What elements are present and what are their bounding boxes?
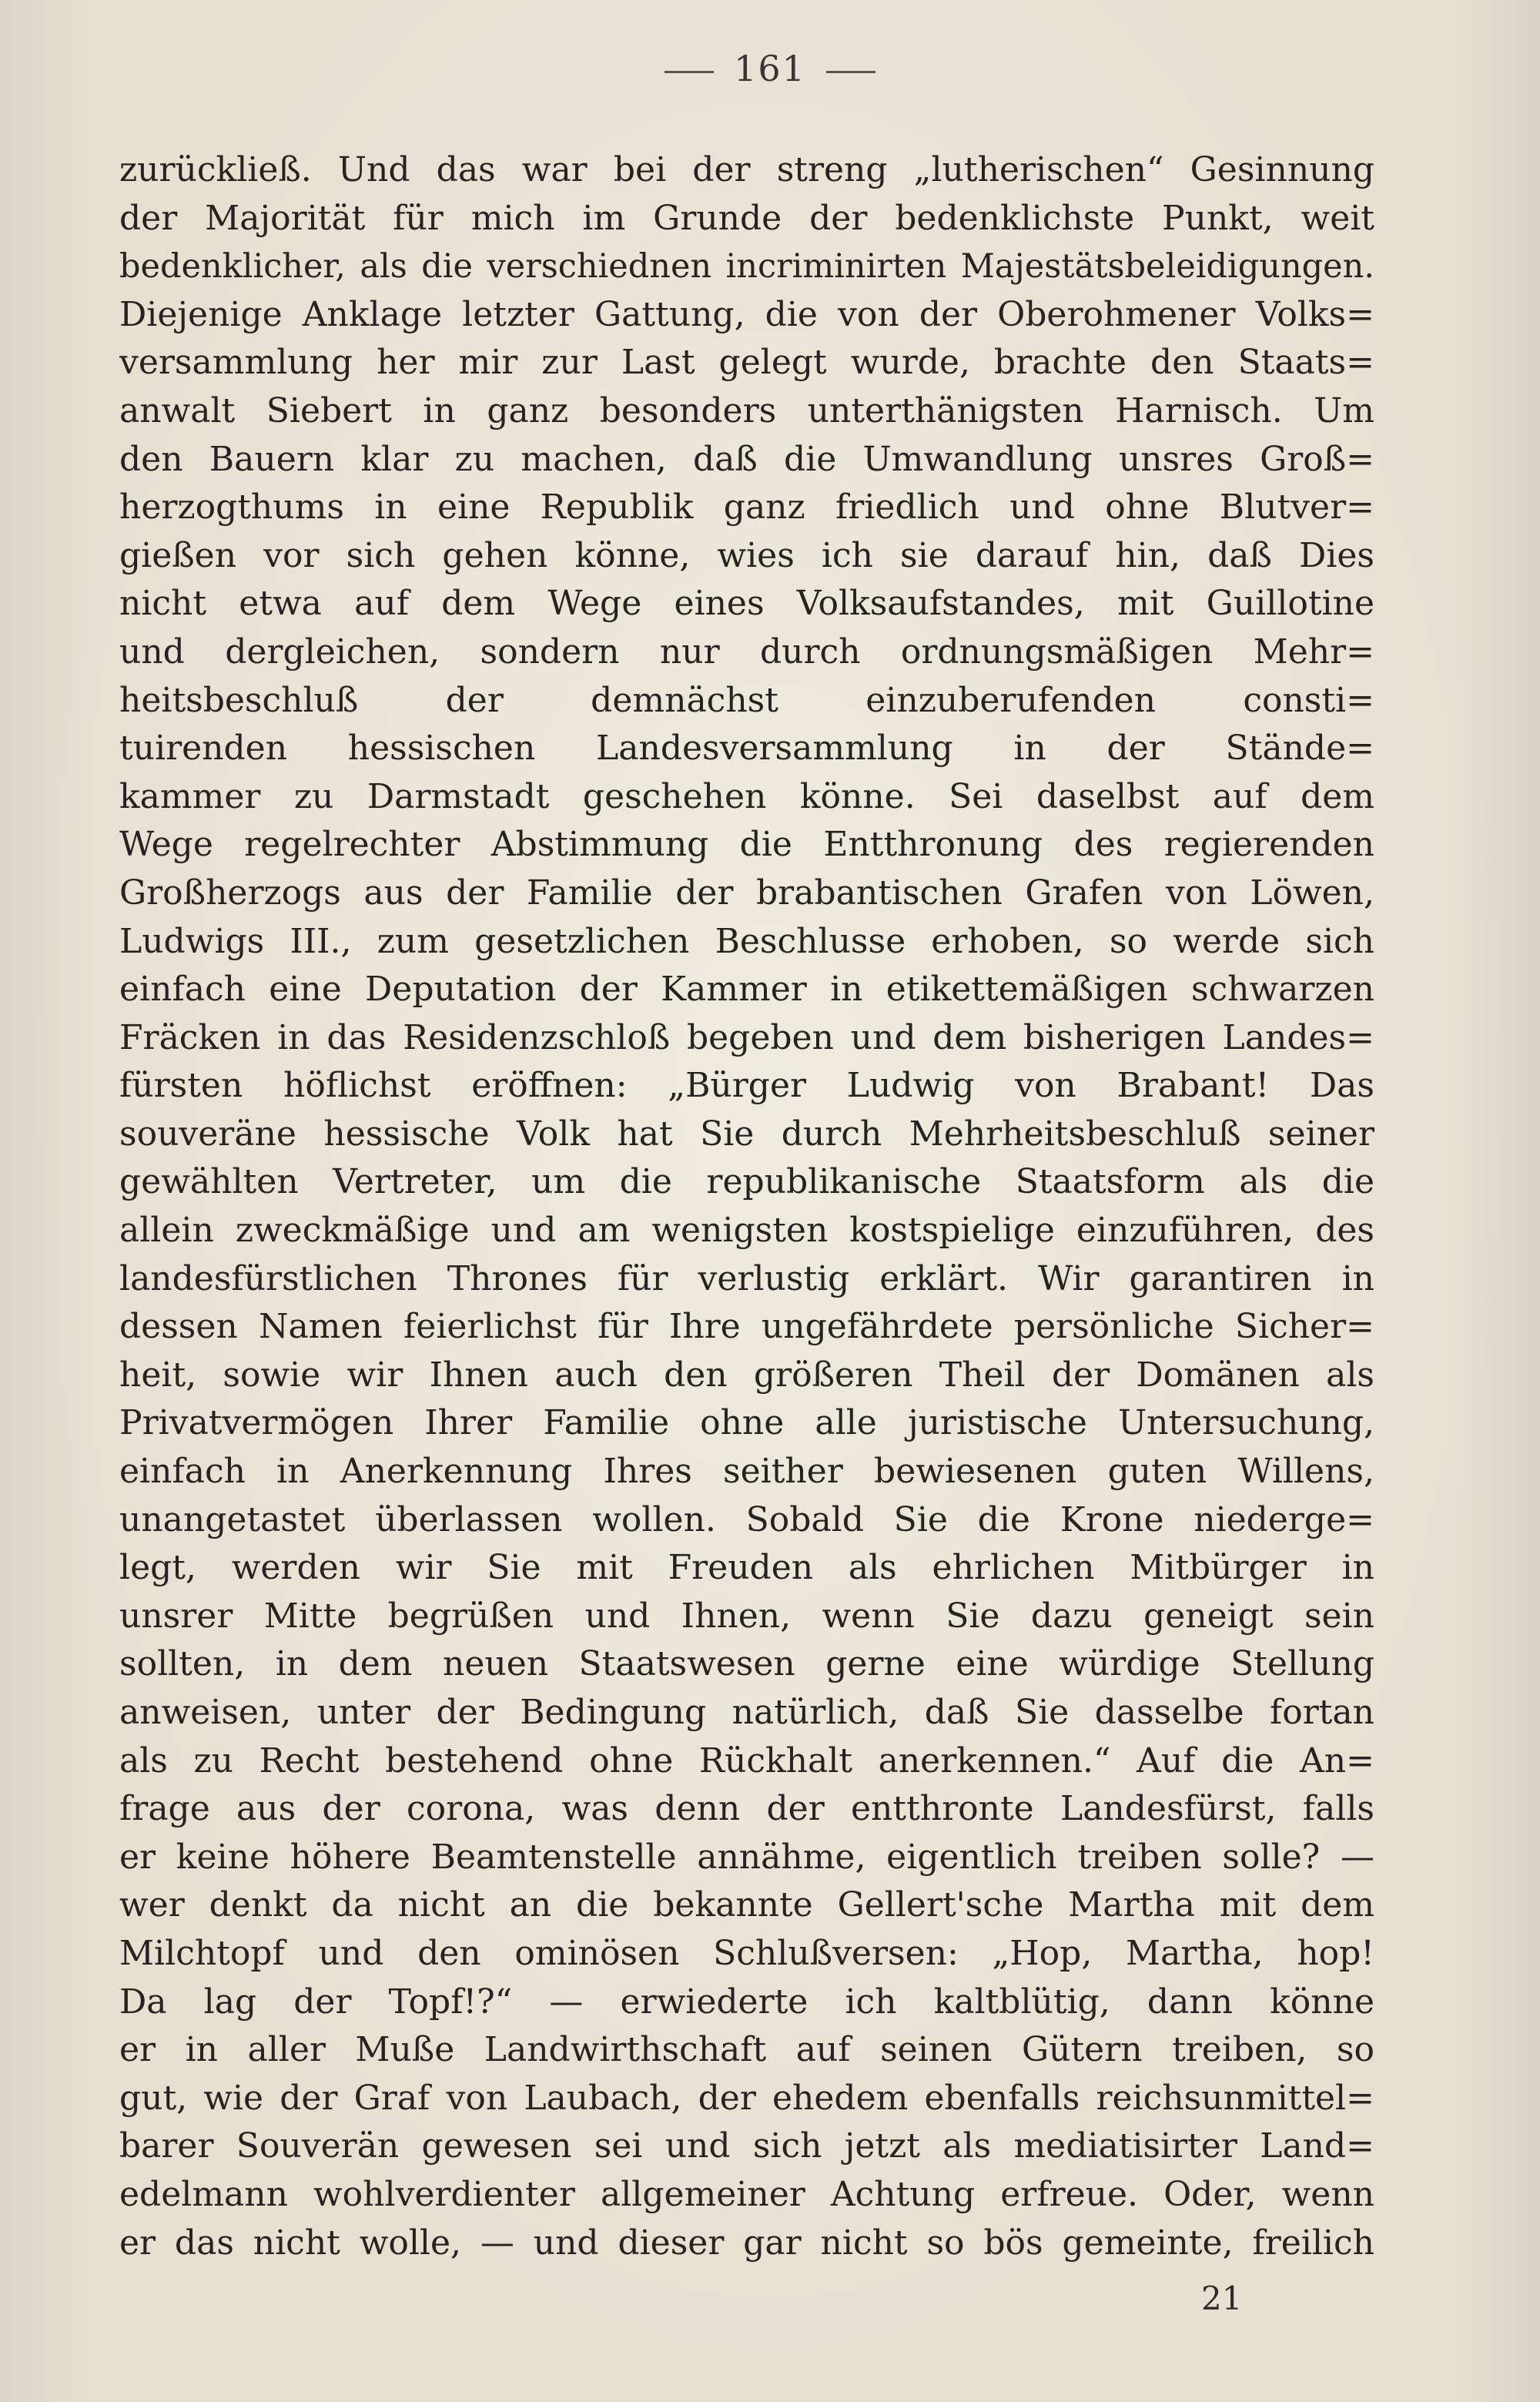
text-line: einfach eine Deputation der Kammer in etikettemäßigen schwarzen — [119, 970, 1374, 1010]
text-line: unsrer Mitte begrüßen und Ihnen, wenn Sie dazu geneigt sein — [119, 1596, 1374, 1636]
text-line: heitsbeschluß der demnächst einzuberufenden consti= — [119, 680, 1374, 720]
text-line: legt, werden wir Sie mit Freuden als ehrlichen Mitbürger in — [119, 1548, 1374, 1588]
text-line: dessen Namen feierlichst für Ihre ungefährdete persönliche Sicher= — [119, 1307, 1374, 1347]
text-line: anwalt Siebert in ganz besonders unterthänigsten Harnisch. Um — [119, 390, 1374, 430]
text-line: fürsten höflichst eröffnen: „Bürger Ludwig von Brabant! Das — [119, 1066, 1374, 1106]
text-line: Wege regelrechter Abstimmung die Entthronung des regierenden — [119, 825, 1374, 865]
text-line: Diejenige Anklage letzter Gattung, die von der Oberohmener Volks= — [119, 294, 1374, 334]
header-dash-right — [826, 71, 875, 73]
text-line: kammer zu Darmstadt geschehen könne. Sei daselbst auf dem — [119, 776, 1374, 816]
text-line: frage aus der corona, was denn der entthronte Landesfürst, falls — [119, 1789, 1374, 1829]
text-line: Großherzogs aus der Familie der brabantischen Grafen von Löwen, — [119, 873, 1374, 913]
text-line: versammlung her mir zur Last gelegt wurde, brachte den Staats= — [119, 343, 1374, 383]
text-line: nicht etwa auf dem Wege eines Volksaufstandes, mit Guillotine — [119, 584, 1374, 624]
page-number: 161 — [734, 48, 806, 89]
text-line: er keine höhere Beamtenstelle annähme, eigentlich treiben solle? — — [119, 1837, 1374, 1877]
text-line: Milchtopf und den ominösen Schlußversen: „Hop, Martha, hop! — [119, 1933, 1374, 1973]
text-line: den Bauern klar zu machen, daß die Umwandlung unsres Groß= — [119, 439, 1374, 479]
text-line: Ludwigs III., zum gesetzlichen Beschlusse erhoben, so werde sich — [119, 921, 1374, 961]
text-line: barer Souverän gewesen sei und sich jetzt als mediatisirter Land= — [119, 2126, 1374, 2166]
text-line: landesfürstlichen Thrones für verlustig erklärt. Wir garantiren in — [119, 1258, 1374, 1298]
signature-mark: 21 — [1201, 2280, 1243, 2317]
text-line: unangetastet überlassen wollen. Sobald Sie die Krone niederge= — [119, 1499, 1374, 1539]
text-line: gießen vor sich gehen könne, wies ich sie darauf hin, daß Dies — [119, 535, 1374, 575]
text-line: gut, wie der Graf von Laubach, der ehedem ebenfalls reichsunmittel= — [119, 2078, 1374, 2118]
page-header — [0, 48, 1540, 89]
text-line: allein zweckmäßige und am wenigsten kostspielige einzuführen, des — [119, 1211, 1374, 1251]
text-line: Privatvermögen Ihrer Familie ohne alle juristische Untersuchung, — [119, 1403, 1374, 1443]
text-line: Da lag der Topf!?“ — erwiederte ich kaltblütig, dann könne — [119, 1982, 1374, 2022]
text-line: als zu Recht bestehend ohne Rückhalt anerkennen.“ Auf die An= — [119, 1740, 1374, 1781]
text-line: souveräne hessische Volk hat Sie durch Mehrheitsbeschluß seiner — [119, 1114, 1374, 1154]
body-text — [119, 146, 1374, 2267]
text-line: edelmann wohlverdienter allgemeiner Achtung erfreue. Oder, wenn — [119, 2174, 1374, 2214]
text-line: herzogthums in eine Republik ganz friedlich und ohne Blutver= — [119, 487, 1374, 528]
text-line: und dergleichen, sondern nur durch ordnungsmäßigen Mehr= — [119, 631, 1374, 672]
text-line: zurückließ. Und das war bei der streng „lutherischen“ Gesinnung — [119, 150, 1374, 189]
text-line: anweisen, unter der Bedingung natürlich, daß Sie dasselbe fortan — [119, 1693, 1374, 1732]
text-line: einfach in Anerkennung Ihres seither bewiesenen guten Willens, — [119, 1452, 1374, 1492]
text-line: er in aller Muße Landwirthschaft auf seinen Gütern treiben, so — [119, 2030, 1374, 2070]
text-line: der Majorität für mich im Grunde der bedenklichste Punkt, weit — [119, 198, 1374, 238]
text-line: wer denkt da nicht an die bekannte Gellert'sche Martha mit dem — [119, 1885, 1374, 1925]
text-line: heit, sowie wir Ihnen auch den größeren Theil der Domänen als — [119, 1355, 1374, 1395]
header-dash-left — [665, 71, 714, 73]
text-line: er das nicht wolle, — und dieser gar nicht so bös gemeinte, freilich — [119, 2223, 1374, 2263]
text-line: tuirenden hessischen Landesversammlung in der Stände= — [119, 729, 1374, 769]
text-line: gewählten Vertreter, um die republikanische Staatsform als die — [119, 1162, 1374, 1202]
text-line: Fräcken in das Residenzschloß begeben und dem bisherigen Landes= — [119, 1017, 1374, 1057]
text-line: sollten, in dem neuen Staatswesen gerne eine würdige Stellung — [119, 1644, 1374, 1684]
text-line: bedenklicher, als die verschiednen incriminirten Majestätsbeleidigungen. — [119, 247, 1374, 286]
